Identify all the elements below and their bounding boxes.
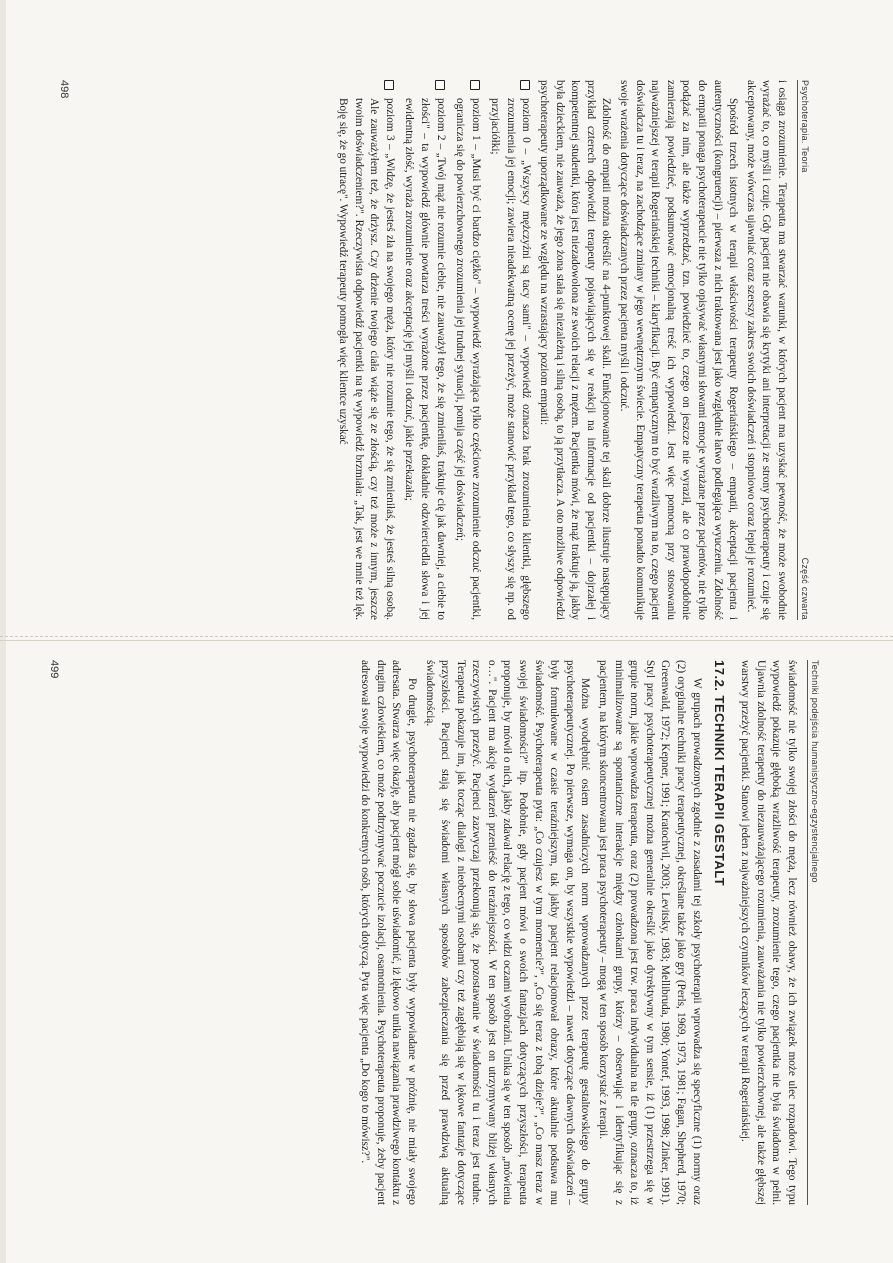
empathy-levels-list: [332, 80, 533, 620]
page-fold-line-2: [0, 640, 893, 641]
paragraph: Po drugie, psychoterapeuta nie zgadza się, by słowa pacjenta były wypowiadane w próżnię, nie miały swojego adresata. Stwarza więc okazję, aby pacjent mógł sobie uświadomić, iż lękowo unika nawiązania prawdziwego kontaktu z drugim człowiekiem, co może podtrzymywać poczucie izolacji, osamotnienia. Psychoterapeuta proponuje, żeby pacjent adresował swoje wypowiedzi do konkretnych osób, których dotyczą. Pyta więc pacjenta „Do kogo to mówisz?".: [359, 660, 418, 1205]
list-item: [399, 80, 448, 620]
paragraph: świadomość nie tylko swojej złości do męża, lecz również obawy, że ich związek może ulec rozpadowi. Tego typu wypowiedź pokazuje głęboką wrażliwość terapeuty, zrozumienie tego, czego pacjentka nie była świadoma w pełni. Ujawnia zdolność terapeuty do niezauważającego rozumienia, zauważania nie tylko powierzchownej, ale także głębszej warstwy przeżyć pacjentki. Stanowi jeden z najważniejszych czynników leczących w terapii Rogeriańskiej.: [739, 660, 798, 1205]
list-item: [450, 80, 483, 620]
running-header: [807, 660, 820, 1205]
checkbox-bullet-icon: [435, 80, 445, 90]
checkbox-bullet-icon: [384, 80, 394, 90]
running-header-right: Część czwarta: [800, 557, 810, 620]
page-498: [58, 80, 810, 620]
running-header: [797, 80, 810, 620]
page-499: [48, 660, 820, 1205]
list-item-text: poziom 1 – „Musi być ci bardzo ciężko" – wypowiedź wyrażająca tylko częściowe zrozumienie odczuć pacjentki, ogranicza się do powierzchownego zrozumienia jej trudnej sytuacji, pomija część jej doświadczeń;: [454, 98, 482, 620]
list-item-text: poziom 3 – „Widzę, że jesteś zła na swojego męża, który nie rozumie tego, że się zmieniłaś, że jesteś silną osobą. Ale zauważyłem też, że drżysz. Czy drżenie twojego ciała wiąże się ze złością, czy też może z innym, jeszcze twoim doświadczeniem?". Rzeczywista odpowiedź pacjentki na tę wypowiedź brzmiała: „Tak, jest we mnie też lęk. Boję się, że go utracę". Wypowiedź terapeuty pomogła więc klientce uzyskać: [336, 98, 396, 620]
paragraph: Zdolność do empatii można określić na 4-punktowej skali. Funkcjonowanie tej skali dobrze ilustruje następujący przykład czterech odpowiedzi terapeuty pojawiających się w reakcji na informacje od pacjentki – dojrzałej i kompetentnej studentki, która jest niezadowolona ze swoich relacji z mężem. Pacjentka mówi, że mąż traktuje ją, jakby była dzieckiem, nie zauważa, że jego żona stała się niezależną i silną osobą, to ją przytłacza. A oto możliwe odpowiedzi psychoterapeuty uporządkowane ze względu na wzrastający poziom empatii:: [538, 80, 613, 620]
paragraph: i osiąga zrozumienie. Terapeuta ma stwarzać warunki, w których pacjent ma uzyskać pewność, że może swobodnie wyrażać to, co myśli i czuje. Gdy pacjent nie obawia się krytyki ani interpretacji ze strony psychoterapeuty i czuje się akceptowany, może wówczas ujawniać coraz szerszy zakres swoich doświadczeń i stopniowo coraz lepiej je rozumieć.: [744, 80, 788, 620]
paragraph: Można wyodrębnić osiem zasadniczych norm wprowadzanych przez terapeutę gestaltowskiego do grupy psychoterapeutycznej. Po pierwsze, wymaga on, by wszystkie wypowiedzi – nawet dotyczące dawnych doświadczeń – były formułowane w czasie teraźniejszym, tak jakby pacjent relacjonował obrazy, które aktualnie podsuwa mu świadomość. Psychoterapeuta pyta: „Co czujesz w tym momencie?", „Co się teraz z tobą dzieje?", „Co masz teraz w swojej świadomości?" itp. Podobnie, gdy pacjent mówi o swoich fantazjach dotyczących przyszłości, terapeuta proponuje, by mówił o nich, jakby zdawał relację z tego, co widzi oczami wyobraźni. Unika się w ten sposób „mówienia o…". Pacjent ma akcję wydarzeń przenieść do teraźniejszości. W ten sposób jest on utrzymywany bliżej własnych rzeczywistych przeżyć. Pacjenci zazwyczaj przekonują się, że pozostawanie w świadomości tu i teraz jest trudne. Terapeuta pokazuje im, jak tocząc dialogi z nieobecnymi osobami czy też zagłębiają się w lękowe fantazje dotyczące przyszłości. Pacjenci stają się świadomi własnych sposobów zabezpieczania się przed prawdziwą aktualną świadomością.: [423, 660, 592, 1205]
page-fold-line: [0, 636, 893, 637]
page-number: 499: [48, 660, 60, 679]
paragraph: W grupach prowadzonych zgodnie z zasadami tej szkoły psychoterapii wprowadza się specyficzne (1) normy oraz (2) oryginalne techniki pracy terapeutycznej, określane także jako gry (Perls, 1969, 1973, 1981; Fagan, Shepherd, 1970; Greenwald, 1972; Kepner, 1991; Kratochvil, 2003; Levitsky, 1983; Mellibruda, 1980; Yontef, 1993, 1998; Zinker, 1991). Styl pracy psychoterapeutycznej można generalnie określić jako dyrektywny w tym sensie, iż (1) przestrzega się w grupie norm, jakie wprowadza terapeuta, oraz (2) prowadzona jest tzw. praca indywidualna na tle grupy, oznacza to, iż minimalizowane są spontaniczne interakcje między członkami grupy, którzy – obserwując i identyfikując się z pacjentem, na którym skoncentrowana jest praca psychoterapeuty – mogą w ten sposób korzystać z terapii.: [597, 660, 703, 1205]
section-heading: 17.2. TECHNIKI TERAPII GESTALT: [711, 660, 727, 887]
running-header-left: Psychoterapia. Teoria: [800, 80, 810, 173]
list-item: [332, 80, 396, 620]
page-number: 498: [58, 80, 70, 99]
scan-edge: [0, 0, 6, 1263]
list-item-text: poziom 2 – „Twój mąż nie rozumie ciebie, nie zauważył tego, że się zmieniłaś, traktuje cię jak dawniej, a ciebie to złości" – ta wypowiedź głównie powtarza treści wyrażone przez pacjentkę, dokładnie odzwierciedla słowa i jej ewidentną złość, wyraża zrozumienie oraz akceptację jej myśli i odczuć, jakie przekazała;: [403, 98, 447, 620]
checkbox-bullet-icon: [521, 80, 531, 90]
checkbox-bullet-icon: [470, 80, 480, 90]
list-item-text: poziom 0 – „Wszyscy mężczyźni są tacy sami" – wypowiedź oznacza brak zrozumienia klientki, głębszego zrozumienia jej emocji; zawiera nieadekwatną ocenę jej przeżyć, może stanowić przykład tego, co słyszy się np. od przyjaciółki;: [489, 98, 533, 620]
list-item: [485, 80, 534, 620]
running-header-left: Techniki podejścia humanistyczno-egzystencjalnego: [810, 660, 820, 883]
paragraph: Spośród trzech istotnych w terapii właściwości terapeuty Rogeriańskiego – empatii, akceptacji pacjenta i autentyczności (kongruencji) – pierwsza z nich traktowana jest jako względnie łatwo podlegająca wyuczeniu. Zdolność do empatii ponaga psychoterapeucie nie tylko opisywać własnymi słowami emocje wyrażane przez pacjentów, nie tylko podążać za nim, ale także wyprzedzać, tzn. powiedzieć to, czego on jeszcze nie wyraził, ale co prawdopodobnie zamierzają powiedzieć, podsumować emocjonalną treść ich wypowiedzi. Jest więc pomocną przy stosowaniu najważniejszej w terapii Rogeriańskiej techniki – klaryfikacji. Być empatycznym to być wrażliwym na to, czego pacjent doświadcza tu i teraz, na zachodzące zmiany w jego wewnętrznym świecie. Empatyczny terapeuta ponadto komunikuje swoje wrażenia dotyczące doświadczanych przez pacjenta myśli i odczuć.: [618, 80, 740, 620]
